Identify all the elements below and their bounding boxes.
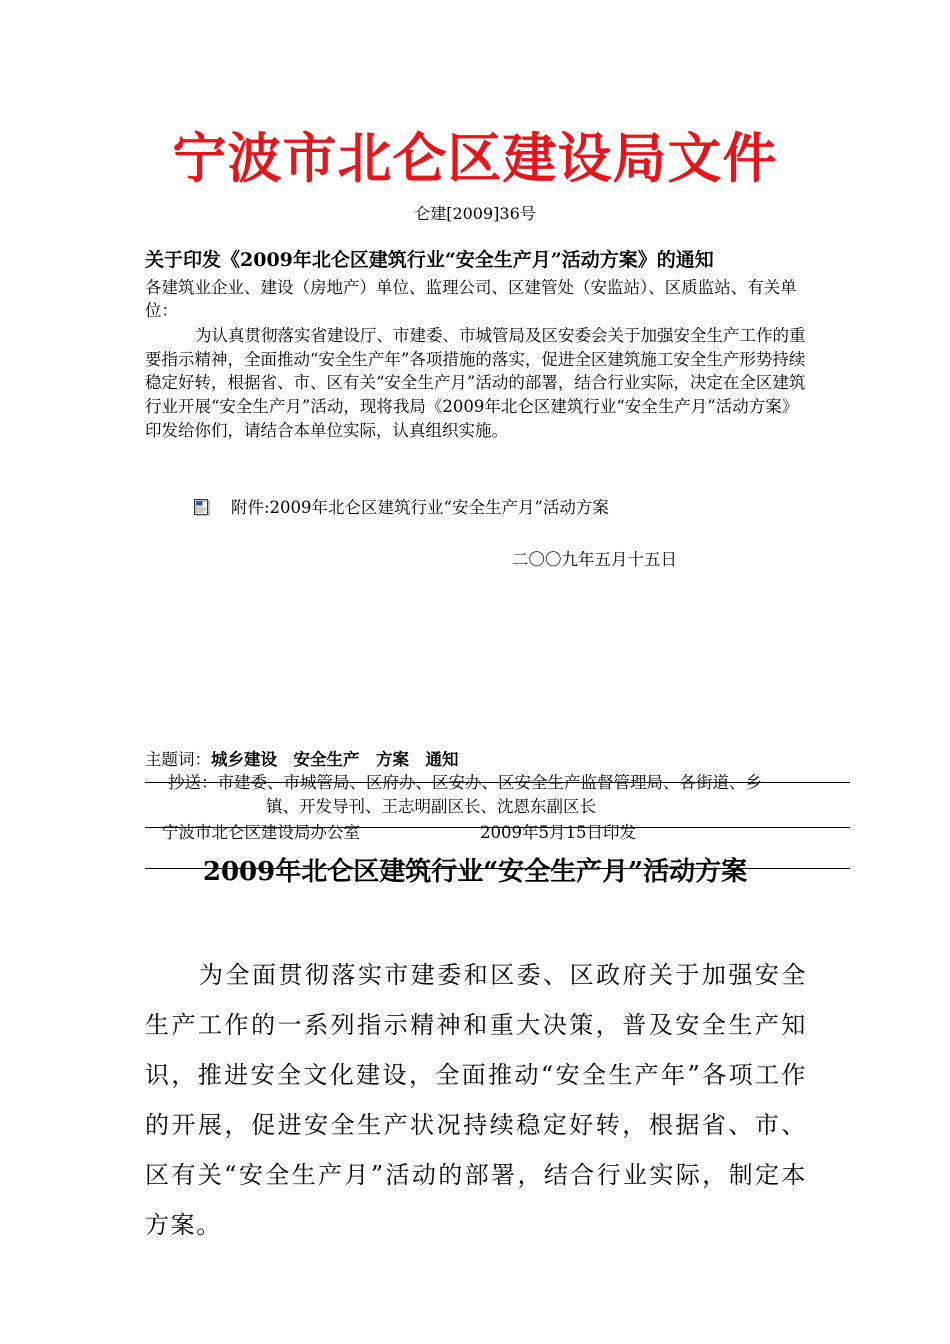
notice-body: 为认真贯彻落实省建设厅、市建委、市城管局及区安委会关于加强安全生产工作的重要指示精神，全面推动“安全生产年”各项措施的落实，促进全区建筑施工安全生产形势持续稳定好转，根据省、市、区有关“安全生产月”活动的部署，结合行业实际，决定在全区建筑行业开展“安全生产月”活动，现将我局《2009年北仑区建筑行业“安全生产月”活动方案》印发给你们，请结合本单位实际，认真组织实施。 <box>145 326 806 440</box>
issuing-office: 宁波市北仑区建设局办公室 <box>162 823 360 842</box>
plan-title: 2009年北仑区建筑行业“安全生产月”活动方案 <box>202 857 748 887</box>
subject-terms: 城乡建设 安全生产 方案 通知 <box>211 750 459 769</box>
document-icon <box>193 498 211 516</box>
plan-intro: 为全面贯彻落实市建委和区委、区政府关于加强安全生产工作的一系列指示精神和重大决策，普及安全生产知识，推进安全文化建设，全面推动“安全生产年”各项工作的开展，促进安全生产状况持续稳定好转，根据省、市、区有关“安全生产月”活动的部署，结合行业实际，制定本方案。 <box>145 961 807 1239</box>
document-number: 仑建[2009]36号 <box>414 204 536 223</box>
notice-addressees: 各建筑业企业、建设（房地产）单位、监理公司、区建管处（安监站）、区质监站、有关单位： <box>145 278 797 320</box>
subject-label: 主题词： <box>145 750 211 769</box>
subject-terms-row <box>145 748 459 772</box>
attachment-label: 附件:2009年北仑区建筑行业“安全生产月”活动方案 <box>231 498 609 517</box>
cc-list <box>168 771 818 819</box>
notice-heading: 关于印发《2009年北仑区建筑行业“安全生产月”活动方案》的通知 <box>145 249 714 271</box>
cc-line-1: 抄送：市建委、市城管局、区府办、区安办、区安全生产监督管理局、各街道、乡 <box>168 773 762 792</box>
notice-date: 二〇〇九年五月十五日 <box>512 550 677 569</box>
attachment-link[interactable] <box>193 496 609 520</box>
document-title: 宁波市北仑区建设局文件 <box>172 127 778 190</box>
cc-line-2: 镇、开发导刊、王志明副区长、沈恩东副区长 <box>266 797 596 816</box>
print-date: 2009年5月15日印发 <box>480 823 636 842</box>
